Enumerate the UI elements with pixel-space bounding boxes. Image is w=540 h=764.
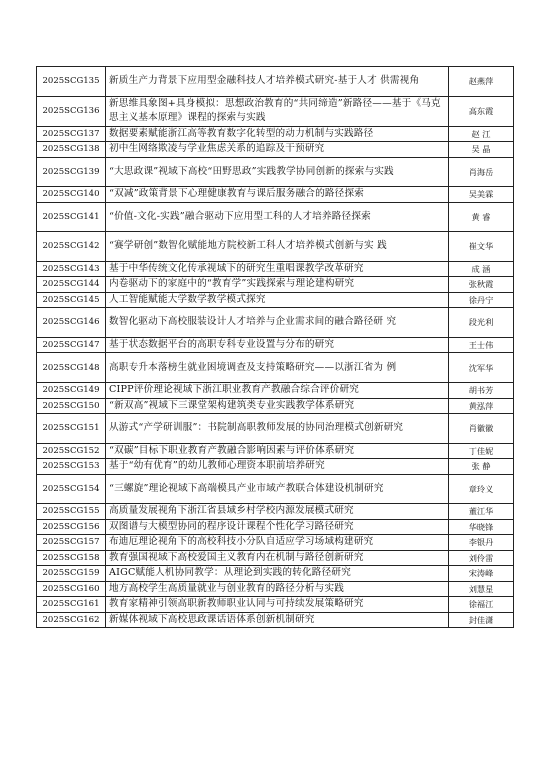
project-title: 基于状态数据平台的高职专科专业设置与分布的研究 — [106, 337, 449, 353]
project-code: 2025SCG156 — [37, 519, 106, 535]
project-author: 封佳潇 — [449, 612, 514, 628]
project-author: 董江华 — [449, 504, 514, 520]
table-row — [37, 474, 514, 504]
project-title: “赛学研创”数智化赋能地方院校新工科人才培养模式创新与实 践 — [106, 232, 449, 262]
project-title: “价值-文化-实践”融合驱动下应用型工科的人才培养路径探索 — [106, 202, 449, 232]
table-row — [37, 414, 514, 444]
project-author: 李银丹 — [449, 535, 514, 551]
project-title: 数据要素赋能浙江高等教育数字化转型的动力机制与实践路径 — [106, 126, 449, 142]
project-author: 肖徽徽 — [449, 414, 514, 444]
project-title: 教育强国视域下高校爱国主义教育内在机制与路径创新研究 — [106, 550, 449, 566]
project-author: 胡书芳 — [449, 383, 514, 399]
project-title: 初中生网络欺凌与学业焦虑关系的追踪及干预研究 — [106, 142, 449, 158]
table-row — [37, 612, 514, 628]
project-author: 黄 睿 — [449, 202, 514, 232]
project-author: 高东霞 — [449, 96, 514, 126]
table-row — [37, 292, 514, 308]
project-author: 吴 晶 — [449, 142, 514, 158]
table-row — [37, 308, 514, 338]
project-author: 华晓锋 — [449, 519, 514, 535]
project-code: 2025SCG138 — [37, 142, 106, 158]
project-author: 张 静 — [449, 459, 514, 475]
project-author: 徐丹宁 — [449, 292, 514, 308]
project-author: 肖海岳 — [449, 157, 514, 187]
project-title: 双图谱与大模型协同的程序设计课程个性化学习路径研究 — [106, 519, 449, 535]
table-row — [37, 443, 514, 459]
project-title: 布迪厄理论视角下的高校科技小分队自适应学习场域构建研究 — [106, 535, 449, 551]
project-author: 刘伶雷 — [449, 550, 514, 566]
project-code: 2025SCG157 — [37, 535, 106, 551]
table-row — [37, 566, 514, 582]
project-title: “双减”政策背景下心理健康教育与课后服务融合的路径探索 — [106, 187, 449, 203]
project-title: 内卷驱动下的家庭中的“教育学”实践探索与理论建构研究 — [106, 277, 449, 293]
project-code: 2025SCG153 — [37, 459, 106, 475]
table-row — [37, 126, 514, 142]
table-row — [37, 550, 514, 566]
table-row — [37, 202, 514, 232]
table-row — [37, 67, 514, 97]
table-row — [37, 535, 514, 551]
table-row — [37, 353, 514, 383]
project-author: 刘慧星 — [449, 581, 514, 597]
project-author: 沈军华 — [449, 353, 514, 383]
table-row — [37, 157, 514, 187]
project-title: 人工智能赋能大学数学教学模式探究 — [106, 292, 449, 308]
project-title: 数智化驱动下高校服装设计人才培养与企业需求间的融合路径研 究 — [106, 308, 449, 338]
project-author: 吴美霖 — [449, 187, 514, 203]
project-code: 2025SCG136 — [37, 96, 106, 126]
project-table — [36, 66, 514, 628]
table-row — [37, 261, 514, 277]
table-row — [37, 398, 514, 414]
project-author: 赵 江 — [449, 126, 514, 142]
project-code: 2025SCG158 — [37, 550, 106, 566]
table-row — [37, 459, 514, 475]
project-code: 2025SCG141 — [37, 202, 106, 232]
table-row — [37, 581, 514, 597]
project-code: 2025SCG137 — [37, 126, 106, 142]
project-code: 2025SCG159 — [37, 566, 106, 582]
table-row — [37, 337, 514, 353]
project-title: “三螺旋”理论视域下高端模具产业市域产教联合体建设机制研究 — [106, 474, 449, 504]
project-title: “双碳”目标下职业教育产教融合影响因素与评价体系研究 — [106, 443, 449, 459]
project-code: 2025SCG145 — [37, 292, 106, 308]
project-code: 2025SCG154 — [37, 474, 106, 504]
project-title: 从游式“产学研训服”：书院制高职教师发展的协同治理模式创新研究 — [106, 414, 449, 444]
project-author: 宋涛峰 — [449, 566, 514, 582]
project-code: 2025SCG150 — [37, 398, 106, 414]
project-author: 崔文华 — [449, 232, 514, 262]
project-title: 新思维具象图+具身模拟：思想政治教育的“共同缔造”新路径——基于《马克思主义基本原理》课程的探索与实践 — [106, 96, 449, 126]
table-row — [37, 277, 514, 293]
project-code: 2025SCG135 — [37, 67, 106, 97]
project-code: 2025SCG144 — [37, 277, 106, 293]
project-title: 新质生产力背景下应用型金融科技人才培养模式研究-基于人才 供需视角 — [106, 67, 449, 97]
table-row — [37, 232, 514, 262]
project-title: “新双高”视域下三课堂架构建筑类专业实践教学体系研究 — [106, 398, 449, 414]
project-code: 2025SCG147 — [37, 337, 106, 353]
project-title: AIGC赋能人机协同教学：从理论到实践的转化路径研究 — [106, 566, 449, 582]
project-code: 2025SCG162 — [37, 612, 106, 628]
project-code: 2025SCG146 — [37, 308, 106, 338]
project-code: 2025SCG161 — [37, 597, 106, 613]
project-author: 徐福江 — [449, 597, 514, 613]
project-title: “大思政课”视域下高校“田野思政”实践教学协同创新的探索与实践 — [106, 157, 449, 187]
project-author: 张秋霞 — [449, 277, 514, 293]
project-code: 2025SCG160 — [37, 581, 106, 597]
table-row — [37, 519, 514, 535]
project-title: 高质量发展视角下浙江省县域乡村学校内源发展模式研究 — [106, 504, 449, 520]
table-row — [37, 96, 514, 126]
project-title: 新媒体视域下高校思政课话语体系创新机制研究 — [106, 612, 449, 628]
project-title: 基于“幼有优育”的幼儿教师心理资本职前培养研究 — [106, 459, 449, 475]
project-author: 丁佳妮 — [449, 443, 514, 459]
project-author: 成 涵 — [449, 261, 514, 277]
table-row — [37, 504, 514, 520]
project-title: 教育家精神引领高职新教师职业认同与可持续发展策略研究 — [106, 597, 449, 613]
project-author: 王士伟 — [449, 337, 514, 353]
project-code: 2025SCG143 — [37, 261, 106, 277]
project-code: 2025SCG152 — [37, 443, 106, 459]
table-row — [37, 142, 514, 158]
project-code: 2025SCG149 — [37, 383, 106, 399]
project-code: 2025SCG140 — [37, 187, 106, 203]
table-row — [37, 187, 514, 203]
project-title: 地方高校学生高质量就业与创业教育的路径分析与实践 — [106, 581, 449, 597]
table-body — [37, 67, 514, 628]
project-code: 2025SCG155 — [37, 504, 106, 520]
project-author: 段光利 — [449, 308, 514, 338]
table-row — [37, 383, 514, 399]
project-author: 赵燕萍 — [449, 67, 514, 97]
project-code: 2025SCG139 — [37, 157, 106, 187]
project-code: 2025SCG151 — [37, 414, 106, 444]
table-row — [37, 597, 514, 613]
project-code: 2025SCG148 — [37, 353, 106, 383]
project-title: CIPP评价理论视域下浙江职业教育产教融合综合评价研究 — [106, 383, 449, 399]
project-author: 黄泓萍 — [449, 398, 514, 414]
project-title: 基于中华传统文化传承视域下的研究生重唱课教学改革研究 — [106, 261, 449, 277]
project-title: 高职专升本落榜生就业困境调查及支持策略研究——以浙江省为 例 — [106, 353, 449, 383]
project-code: 2025SCG142 — [37, 232, 106, 262]
project-author: 章玲义 — [449, 474, 514, 504]
